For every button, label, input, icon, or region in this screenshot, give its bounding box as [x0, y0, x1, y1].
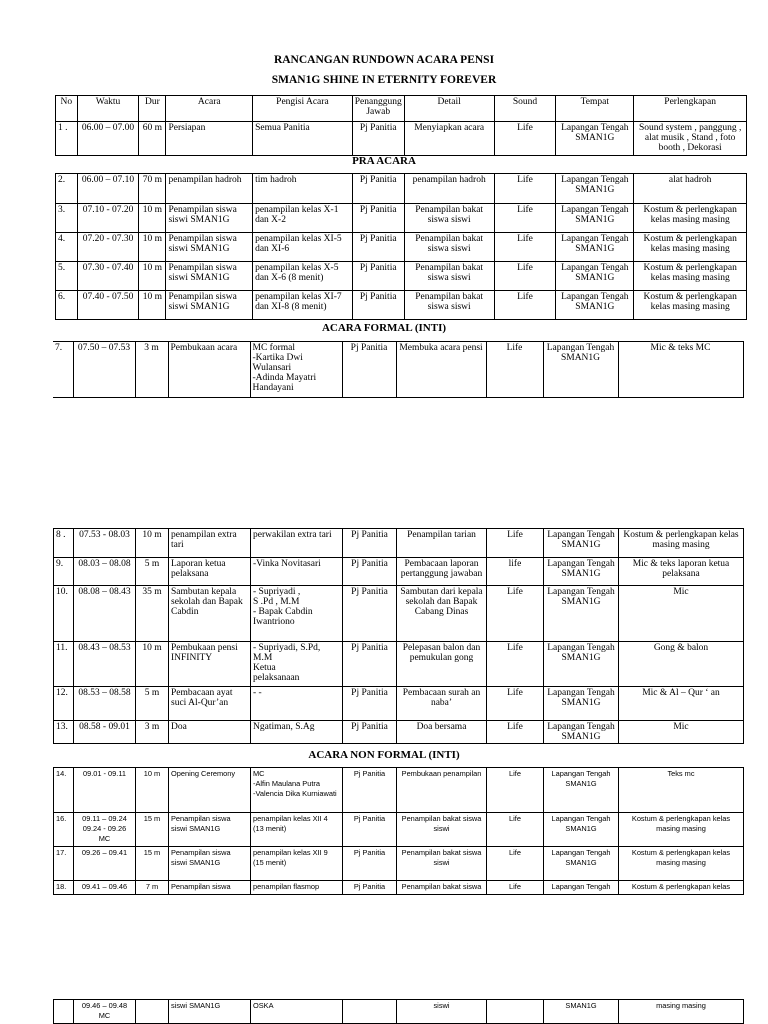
cell-tempat: Lapangan Tengah SMAN1G [543, 342, 618, 398]
cell-detail: Detail [404, 96, 494, 122]
cell-waktu: 07.20 - 07.30 [77, 233, 139, 262]
cell-waktu: 06.00 – 07.00 [77, 122, 139, 156]
cell-pengisi-acara: - Supriyadi , S .Pd , M.M - Bapak Cabdin Iwantriono [251, 586, 343, 642]
cell-acara: Sambutan kepala sekolah dan Bapak Cabdin [169, 586, 251, 642]
cell-detail: Penampilan bakat siswa siswi [404, 233, 494, 262]
cell-tempat: Lapangan Tengah SMAN1G [556, 122, 634, 156]
cell-penanggung-jawab: Pj Panitia [342, 342, 396, 398]
cell-perlengkapan: masing masing [619, 1000, 744, 1024]
cell-pengisi-acara: penampilan kelas XI-7 dan XI-8 (8 menit) [253, 291, 353, 320]
cell-no: 12. [54, 687, 74, 721]
cell-dur: 15 m [136, 813, 169, 847]
cell-waktu: 07.53 - 08.03 [74, 529, 136, 558]
cell-acara: Penampilan siswa siswi SMAN1G [169, 813, 251, 847]
section-title-acara-non-formal: ACARA NON FORMAL (INTI) [308, 749, 460, 761]
cell-perlengkapan: Kostum & perlengkapan kelas masing masing [634, 291, 747, 320]
cell-penanggung-jawab: Pj Panitia [343, 529, 397, 558]
cell-tempat: Lapangan Tengah SMAN1G [544, 642, 619, 687]
cell-sound: Life [487, 687, 544, 721]
cell-no: 14. [54, 768, 74, 813]
cell-acara: Pembacaan ayat suci Al-Qur’an [169, 687, 251, 721]
table-row [56, 233, 747, 262]
cell-perlengkapan: Teks mc [619, 768, 744, 813]
table-row [56, 122, 747, 156]
cell-perlengkapan: Kostum & perlengkapan kelas masing masing [634, 233, 747, 262]
cell-pengisi-acara: MC -Alfin Maulana Putra -Valencia Dika Kurniawati [251, 768, 343, 813]
cell-acara: Persiapan [166, 122, 253, 156]
cell-penanggung-jawab: Pj Panitia [343, 586, 397, 642]
cell-penanggung-jawab: Pj Panitia [352, 233, 404, 262]
table-row [56, 204, 747, 233]
cell-tempat: Lapangan Tengah SMAN1G [544, 529, 619, 558]
cell-detail: Penampilan bakat siswa siswi [397, 847, 487, 881]
cell-no: 18. [54, 881, 74, 895]
cell-perlengkapan: Mic & Al – Qur ‘ an [619, 687, 744, 721]
cell-dur: 10 m [136, 642, 169, 687]
cell-acara: Pembukaan pensi INFINITY [169, 642, 251, 687]
cell-detail: Pembacaan laporan pertanggung jawaban [397, 558, 487, 586]
cell-pengisi-acara: Ngatiman, S.Ag [251, 721, 343, 744]
table-row [54, 768, 744, 813]
cell-pengisi-acara: tim hadroh [253, 174, 353, 204]
table-row [54, 687, 744, 721]
cell-detail: Sambutan dari kepala sekolah dan Bapak Cabang Dinas [397, 586, 487, 642]
table-row [54, 847, 744, 881]
cell-sound: Life [487, 847, 544, 881]
cell-acara: penampilan extra tari [169, 529, 251, 558]
cell-tempat: Lapangan Tengah SMAN1G [556, 233, 634, 262]
cell-sound: Life [487, 813, 544, 847]
cell-waktu: 09.01 - 09.11 [74, 768, 136, 813]
cell-perlengkapan: Kostum & perlengkapan kelas [619, 881, 744, 895]
cell-pengisi-acara: - Supriyadi, S.Pd, M.M Ketua pelaksanaan [251, 642, 343, 687]
cell-perlengkapan: Sound system , panggung , alat musik , Stand , foto booth , Dekorasi [634, 122, 747, 156]
cell-pengisi-acara: penampilan kelas XII 9 (15 menit) [251, 847, 343, 881]
cell-waktu: Waktu [77, 96, 139, 122]
cell-sound [487, 1000, 544, 1024]
cell-perlengkapan: Kostum & perlengkapan kelas masing masing [619, 529, 744, 558]
cell-sound: Life [487, 768, 544, 813]
cell-sound: Life [487, 721, 544, 744]
cell-tempat: Lapangan Tengah SMAN1G [544, 687, 619, 721]
cell-waktu: 08.58 - 09.01 [74, 721, 136, 744]
cell-acara: Pembukaan acara [168, 342, 250, 398]
table-row [54, 558, 744, 586]
cell-dur: 10 m [136, 529, 169, 558]
cell-pengisi-acara: Semua Panitia [253, 122, 353, 156]
cell-penanggung-jawab: Pj Panitia [343, 881, 397, 895]
cell-penanggung-jawab: Pj Panitia [343, 558, 397, 586]
cell-penanggung-jawab: Pj Panitia [352, 291, 404, 320]
cell-dur: 15 m [136, 847, 169, 881]
document-title: RANCANGAN RUNDOWN ACARA PENSI [273, 54, 495, 66]
cell-waktu: 07.10 - 07.20 [77, 204, 139, 233]
table-row [54, 642, 744, 687]
cell-sound: Life [487, 642, 544, 687]
cell-dur: 3 m [136, 721, 169, 744]
cell-penanggung-jawab: Penanggung Jawab [352, 96, 404, 122]
cell-no: 1 . [56, 122, 78, 156]
cell-waktu: 09.46 – 09.48 MC [74, 1000, 136, 1024]
cell-pengisi-acara: penampilan kelas X-5 dan X-6 (8 menit) [253, 262, 353, 291]
cell-penanggung-jawab: Pj Panitia [343, 847, 397, 881]
cell-tempat: Lapangan Tengah SMAN1G [544, 721, 619, 744]
cell-detail: Penampilan bakat siswa [397, 881, 487, 895]
rundown-table-acara-formal [53, 528, 744, 744]
rundown-table-pembukaan [53, 341, 744, 398]
cell-pengisi-acara: Pengisi Acara [253, 96, 353, 122]
cell-penanggung-jawab: Pj Panitia [343, 721, 397, 744]
cell-penanggung-jawab: Pj Panitia [343, 813, 397, 847]
cell-sound: Life [494, 174, 556, 204]
cell-pengisi-acara: penampilan kelas X-1 dan X-2 [253, 204, 353, 233]
cell-no: 11. [54, 642, 74, 687]
cell-detail: Doa bersama [397, 721, 487, 744]
cell-detail: Menyiapkan acara [404, 122, 494, 156]
cell-detail: Penampilan tarian [397, 529, 487, 558]
cell-penanggung-jawab: Pj Panitia [343, 768, 397, 813]
cell-no: 5. [56, 262, 78, 291]
cell-sound: life [487, 558, 544, 586]
cell-perlengkapan: alat hadroh [634, 174, 747, 204]
table-row [54, 721, 744, 744]
cell-detail: siswi [397, 1000, 487, 1024]
cell-dur: 70 m [139, 174, 166, 204]
cell-pengisi-acara: penampilan kelas XII 4 (13 menit) [251, 813, 343, 847]
cell-detail: Penampilan bakat siswa siswi [397, 813, 487, 847]
section-title-acara-formal: ACARA FORMAL (INTI) [321, 322, 447, 334]
cell-perlengkapan: Mic & teks laporan ketua pelaksana [619, 558, 744, 586]
cell-acara: Penampilan siswa siswi SMAN1G [166, 262, 253, 291]
cell-pengisi-acara: perwakilan extra tari [251, 529, 343, 558]
cell-perlengkapan: Kostum & perlengkapan kelas masing masing [634, 204, 747, 233]
cell-sound: Life [494, 233, 556, 262]
cell-acara: Penampilan siswa siswi SMAN1G [166, 204, 253, 233]
cell-tempat: Lapangan Tengah [544, 881, 619, 895]
cell-penanggung-jawab: Pj Panitia [343, 642, 397, 687]
cell-pengisi-acara: penampilan kelas XI-5 dan XI-6 [253, 233, 353, 262]
cell-dur: 35 m [136, 586, 169, 642]
cell-perlengkapan: Kostum & perlengkapan kelas masing masing [619, 813, 744, 847]
cell-dur: 10 m [136, 768, 169, 813]
rundown-table-continued [53, 999, 744, 1024]
cell-waktu: 08.03 – 08.08 [74, 558, 136, 586]
cell-perlengkapan: Mic [619, 721, 744, 744]
cell-dur [136, 1000, 169, 1024]
cell-waktu: 06.00 – 07.10 [77, 174, 139, 204]
cell-waktu: 08.53 – 08.58 [74, 687, 136, 721]
cell-dur: 10 m [139, 233, 166, 262]
cell-detail: Pembacaan surah an naba’ [397, 687, 487, 721]
cell-sound: Life [487, 529, 544, 558]
cell-waktu: 07.50 – 07.53 [73, 342, 135, 398]
cell-no: 7. [53, 342, 73, 398]
cell-waktu: 07.30 - 07.40 [77, 262, 139, 291]
cell-waktu: 07.40 - 07.50 [77, 291, 139, 320]
cell-penanggung-jawab: Pj Panitia [352, 204, 404, 233]
table-row [53, 342, 743, 398]
cell-dur: Dur [139, 96, 166, 122]
cell-tempat: Lapangan Tengah SMAN1G [544, 813, 619, 847]
cell-acara: siswi SMAN1G [169, 1000, 251, 1024]
cell-tempat: Lapangan Tengah SMAN1G [556, 204, 634, 233]
cell-no: 6. [56, 291, 78, 320]
cell-no: 9. [54, 558, 74, 586]
cell-penanggung-jawab [343, 1000, 397, 1024]
cell-no: 2. [56, 174, 78, 204]
cell-tempat: SMAN1G [544, 1000, 619, 1024]
cell-dur: 60 m [139, 122, 166, 156]
cell-dur: 5 m [136, 687, 169, 721]
cell-pengisi-acara: penampilan flasmop [251, 881, 343, 895]
cell-no: 10. [54, 586, 74, 642]
cell-pengisi-acara: MC formal -Kartika Dwi Wulansari -Adinda Mayatri Handayani [250, 342, 342, 398]
cell-perlengkapan: Kostum & perlengkapan kelas masing masing [634, 262, 747, 291]
cell-waktu: 09.11 – 09.24 09.24 - 09.26 MC [74, 813, 136, 847]
table-row [56, 291, 747, 320]
cell-penanggung-jawab: Pj Panitia [352, 122, 404, 156]
cell-tempat: Lapangan Tengah SMAN1G [544, 768, 619, 813]
cell-acara: Opening Ceremony [169, 768, 251, 813]
cell-acara: Penampilan siswa siswi SMAN1G [166, 291, 253, 320]
cell-penanggung-jawab: Pj Panitia [343, 687, 397, 721]
table-row [56, 96, 747, 122]
cell-no: 4. [56, 233, 78, 262]
table-row [54, 529, 744, 558]
cell-detail: Penampilan bakat siswa siswi [404, 291, 494, 320]
cell-waktu: 09.26 – 09.41 [74, 847, 136, 881]
cell-no [54, 1000, 74, 1024]
cell-no: No [56, 96, 78, 122]
table-row [54, 1000, 744, 1024]
cell-no: 17. [54, 847, 74, 881]
table-row [54, 813, 744, 847]
document-subtitle: SMAN1G SHINE IN ETERNITY FOREVER [271, 74, 497, 86]
cell-sound: Life [486, 342, 543, 398]
cell-detail: penampilan hadroh [404, 174, 494, 204]
cell-perlengkapan: Kostum & perlengkapan kelas masing masing [619, 847, 744, 881]
cell-dur: 7 m [136, 881, 169, 895]
cell-detail: Pelepasan balon dan pemukulan gong [397, 642, 487, 687]
cell-tempat: Lapangan Tengah SMAN1G [544, 586, 619, 642]
cell-detail: Penampilan bakat siswa siswi [404, 204, 494, 233]
cell-perlengkapan: Gong & balon [619, 642, 744, 687]
cell-sound: Life [494, 204, 556, 233]
cell-no: 16. [54, 813, 74, 847]
rundown-table-header [55, 95, 747, 156]
cell-dur: 5 m [136, 558, 169, 586]
cell-tempat: Lapangan Tengah SMAN1G [544, 558, 619, 586]
cell-pengisi-acara: - - [251, 687, 343, 721]
cell-dur: 3 m [135, 342, 168, 398]
cell-acara: Penampilan siswa [169, 881, 251, 895]
cell-detail: Penampilan bakat siswa siswi [404, 262, 494, 291]
cell-acara: Acara [166, 96, 253, 122]
cell-no: 8 . [54, 529, 74, 558]
cell-dur: 10 m [139, 262, 166, 291]
cell-penanggung-jawab: Pj Panitia [352, 262, 404, 291]
cell-tempat: Lapangan Tengah SMAN1G [544, 847, 619, 881]
cell-detail: Pembukaan penampilan [397, 768, 487, 813]
cell-perlengkapan: Mic & teks MC [618, 342, 743, 398]
cell-acara: Doa [169, 721, 251, 744]
cell-acara: penampilan hadroh [166, 174, 253, 204]
cell-pengisi-acara: -Vinka Novitasari [251, 558, 343, 586]
cell-penanggung-jawab: Pj Panitia [352, 174, 404, 204]
cell-sound: Life [487, 586, 544, 642]
cell-tempat: Lapangan Tengah SMAN1G [556, 262, 634, 291]
cell-sound: Life [494, 291, 556, 320]
cell-dur: 10 m [139, 204, 166, 233]
cell-dur: 10 m [139, 291, 166, 320]
cell-sound: Sound [494, 96, 556, 122]
cell-pengisi-acara: OSKA [251, 1000, 343, 1024]
section-title-pra-acara: PRA ACARA [352, 155, 416, 167]
table-row [56, 174, 747, 204]
cell-tempat: Tempat [556, 96, 634, 122]
cell-acara: Penampilan siswa siswi SMAN1G [166, 233, 253, 262]
cell-acara: Laporan ketua pelaksana [169, 558, 251, 586]
cell-detail: Membuka acara pensi [396, 342, 486, 398]
cell-acara: Penampilan siswa siswi SMAN1G [169, 847, 251, 881]
cell-perlengkapan: Mic [619, 586, 744, 642]
table-row [56, 262, 747, 291]
cell-tempat: Lapangan Tengah SMAN1G [556, 291, 634, 320]
cell-sound: Life [494, 122, 556, 156]
rundown-table-pra-acara [55, 173, 747, 320]
cell-sound: Life [494, 262, 556, 291]
cell-waktu: 09.41 – 09.46 [74, 881, 136, 895]
cell-sound: Life [487, 881, 544, 895]
table-row [54, 881, 744, 895]
cell-waktu: 08.08 – 08.43 [74, 586, 136, 642]
cell-perlengkapan: Perlengkapan [634, 96, 747, 122]
table-row [54, 586, 744, 642]
cell-tempat: Lapangan Tengah SMAN1G [556, 174, 634, 204]
rundown-table-acara-non-formal [53, 767, 744, 895]
cell-waktu: 08.43 – 08.53 [74, 642, 136, 687]
cell-no: 13. [54, 721, 74, 744]
cell-no: 3. [56, 204, 78, 233]
